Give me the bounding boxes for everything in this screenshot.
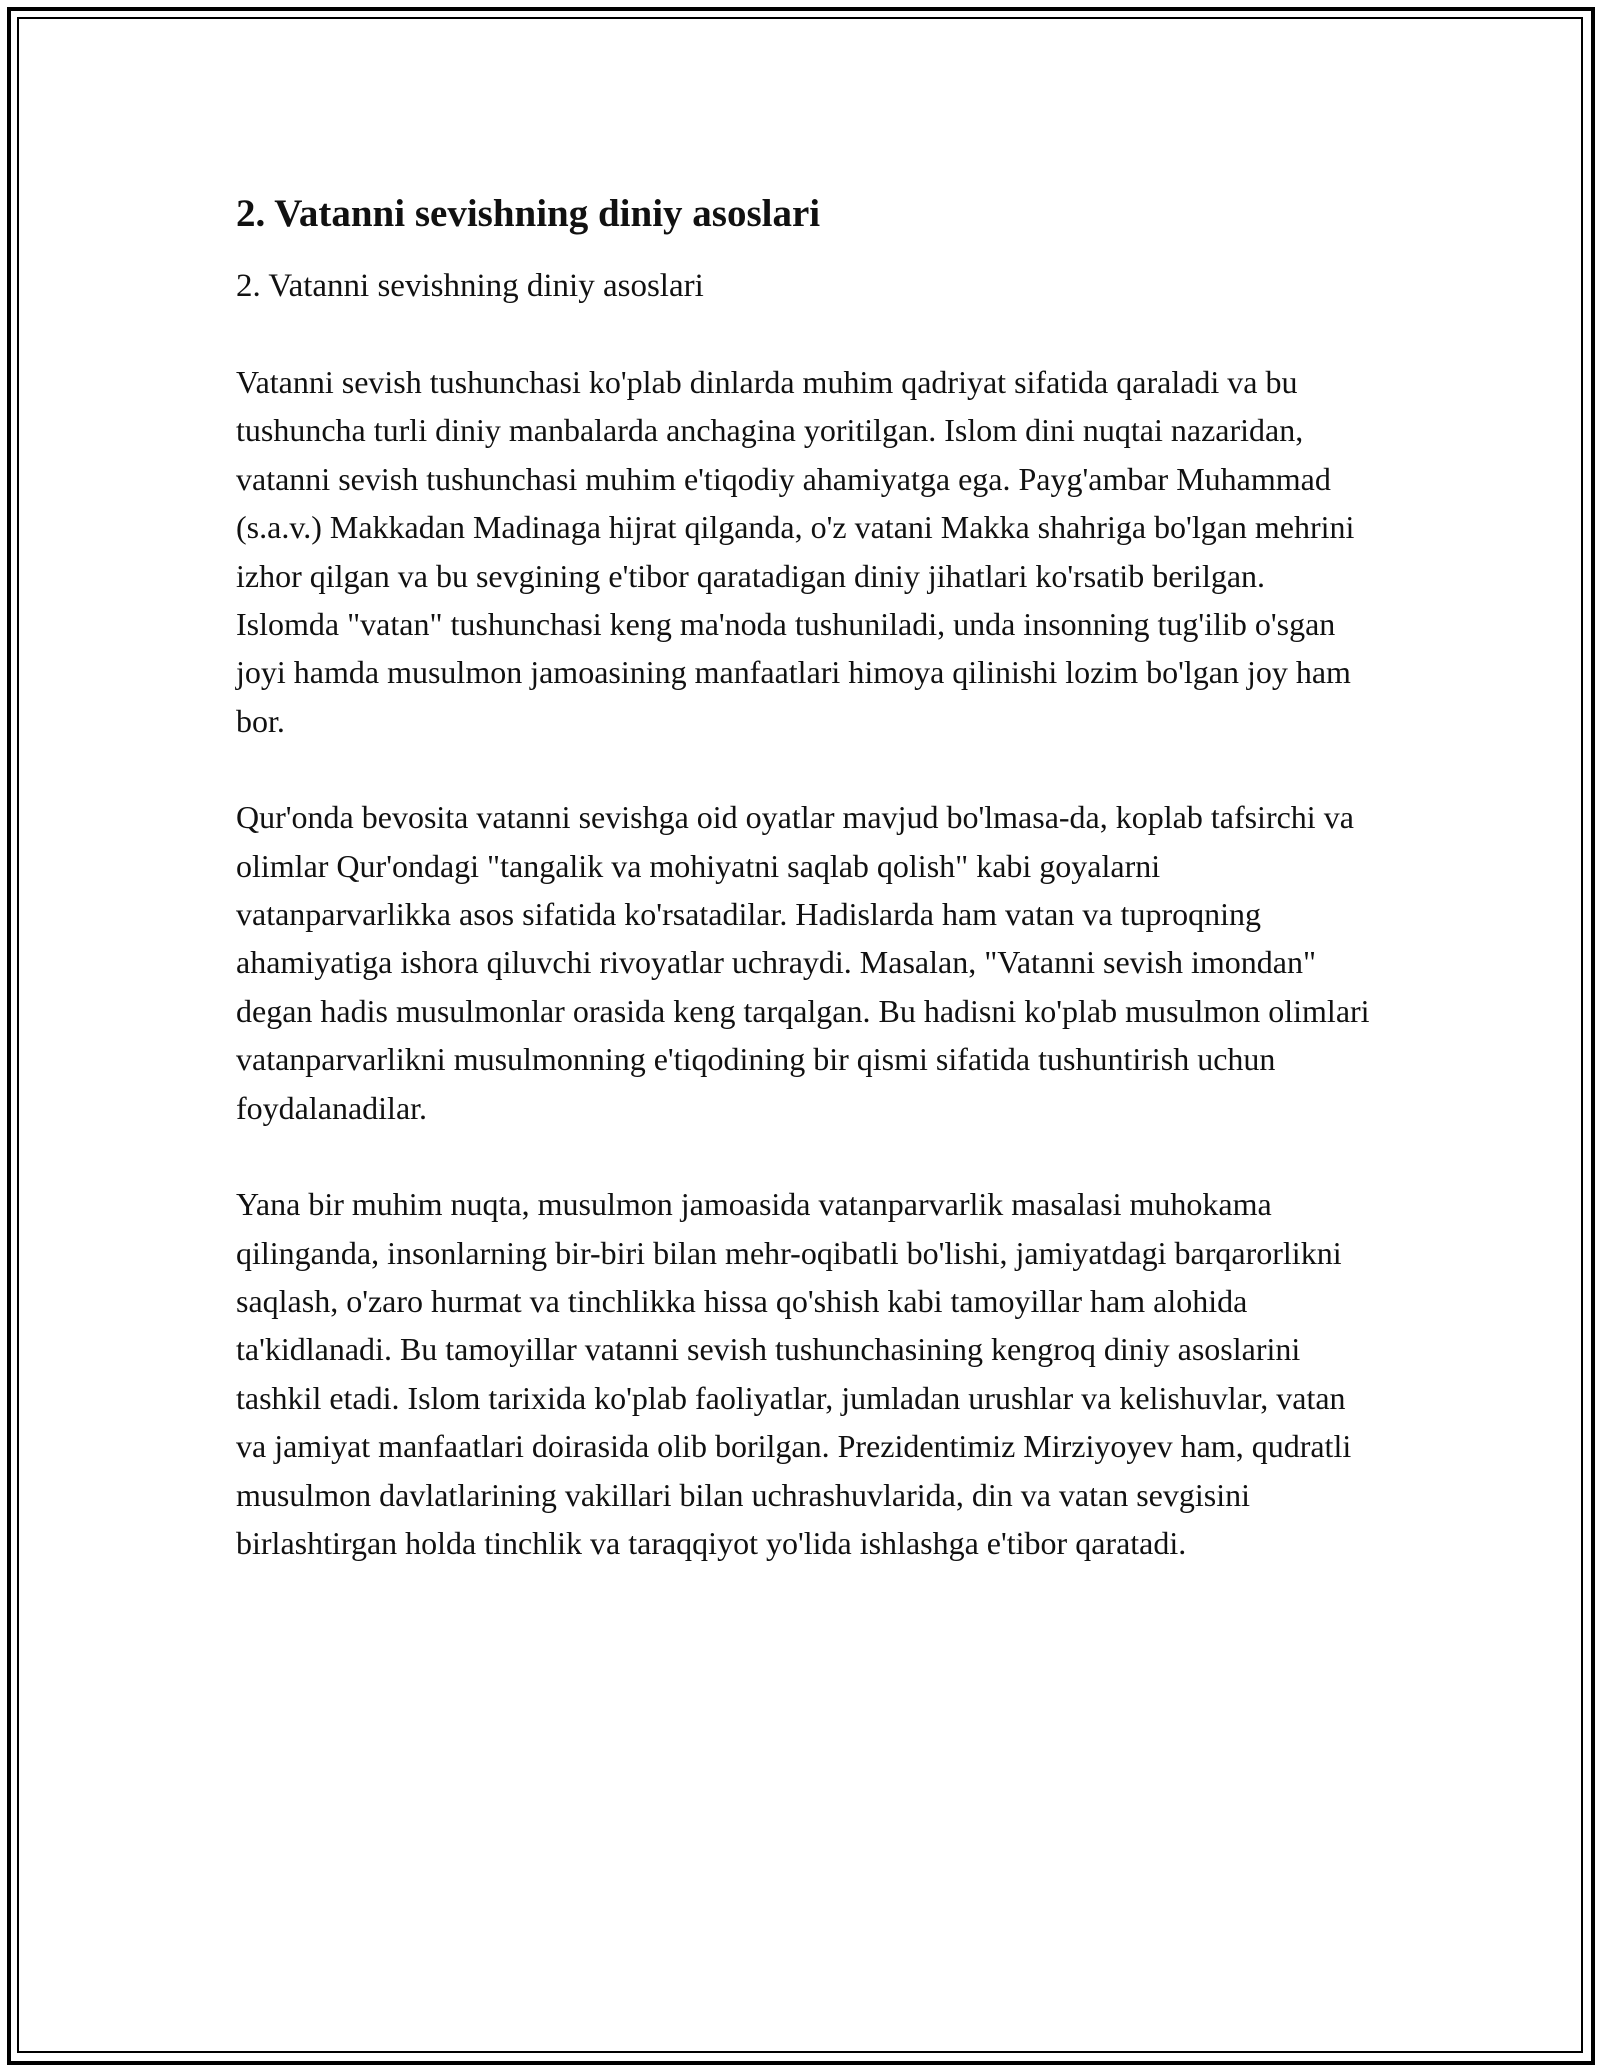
paragraph-3: Yana bir muhim nuqta, musulmon jamoasida vatanparvarlik masalasi muhokama qilinganda, insonlarning bir-biri bilan mehr-oqibatli bo'lishi, jamiyatdagi barqarorlikni saqlash, o'zaro hurmat va tinchlikka hissa qo'shish kabi tamoyillar ham alohida ta'kidlanadi. Bu tamoyillar vatanni sevish tushunchasining kengroq diniy asoslarini tashkil etadi. Islom tarixida ko'plab faoliyatlar, jumladan urushlar va kelishuvlar, vatan va jamiyat manfaatlari doirasida olib borilgan. Prezidentimiz Mirziyoyev ham, qudratli musulmon davlatlarining vakillari bilan uchrashuvlarida, din va vatan sevgisini birlashtirgan holda tinchlik va taraqqiyot yo'lida ishlashga e'tibor qaratadi.	[236, 1186, 1352, 1561]
document-body	[236, 186, 1376, 1567]
section-subtitle: 2. Vatanni sevishning diniy asoslari	[236, 268, 704, 304]
paragraph-1: Vatanni sevish tushunchasi ko'plab dinlarda muhim qadriyat sifatida qaraladi va bu tushuncha turli diniy manbalarda anchagina yoritilgan. Islom dini nuqtai nazaridan, vatanni sevish tushunchasi muhim e'tiqodiy ahamiyatga ega. Payg'ambar Muhammad (s.a.v.) Makkadan Madinaga hijrat qilganda, o'z vatani Makka shahriga bo'lgan mehrini izhor qilgan va bu sevgining e'tibor qaratadigan diniy jihatlari ko'rsatib berilgan. Islomda "vatan" tushunchasi keng ma'noda tushuniladi, unda insonning tug'ilib o'sgan joyi hamda musulmon jamoasining manfaatlari himoya qilinishi lozim bo'lgan joy ham bor.	[236, 364, 1355, 739]
page-title: 2. Vatanni sevishning diniy asoslari	[236, 192, 821, 235]
paragraph-2: Qur'onda bevosita vatanni sevishga oid oyatlar mavjud bo'lmasa-da, koplab tafsirchi va olimlar Qur'ondagi "tangalik va mohiyatni saqlab qolish" kabi goyalarni vatanparvarlikka asos sifatida ko'rsatadilar. Hadislarda ham vatan va tuproqning ahamiyatiga ishora qiluvchi rivoyatlar uchraydi. Masalan, "Vatanni sevish imondan" degan hadis musulmonlar orasida keng tarqalgan. Bu hadisni ko'plab musulmon olimlari vatanparvarlikni musulmonning e'tiqodining bir qismi sifatida tushuntirish uchun foydalanadilar.	[236, 799, 1370, 1126]
